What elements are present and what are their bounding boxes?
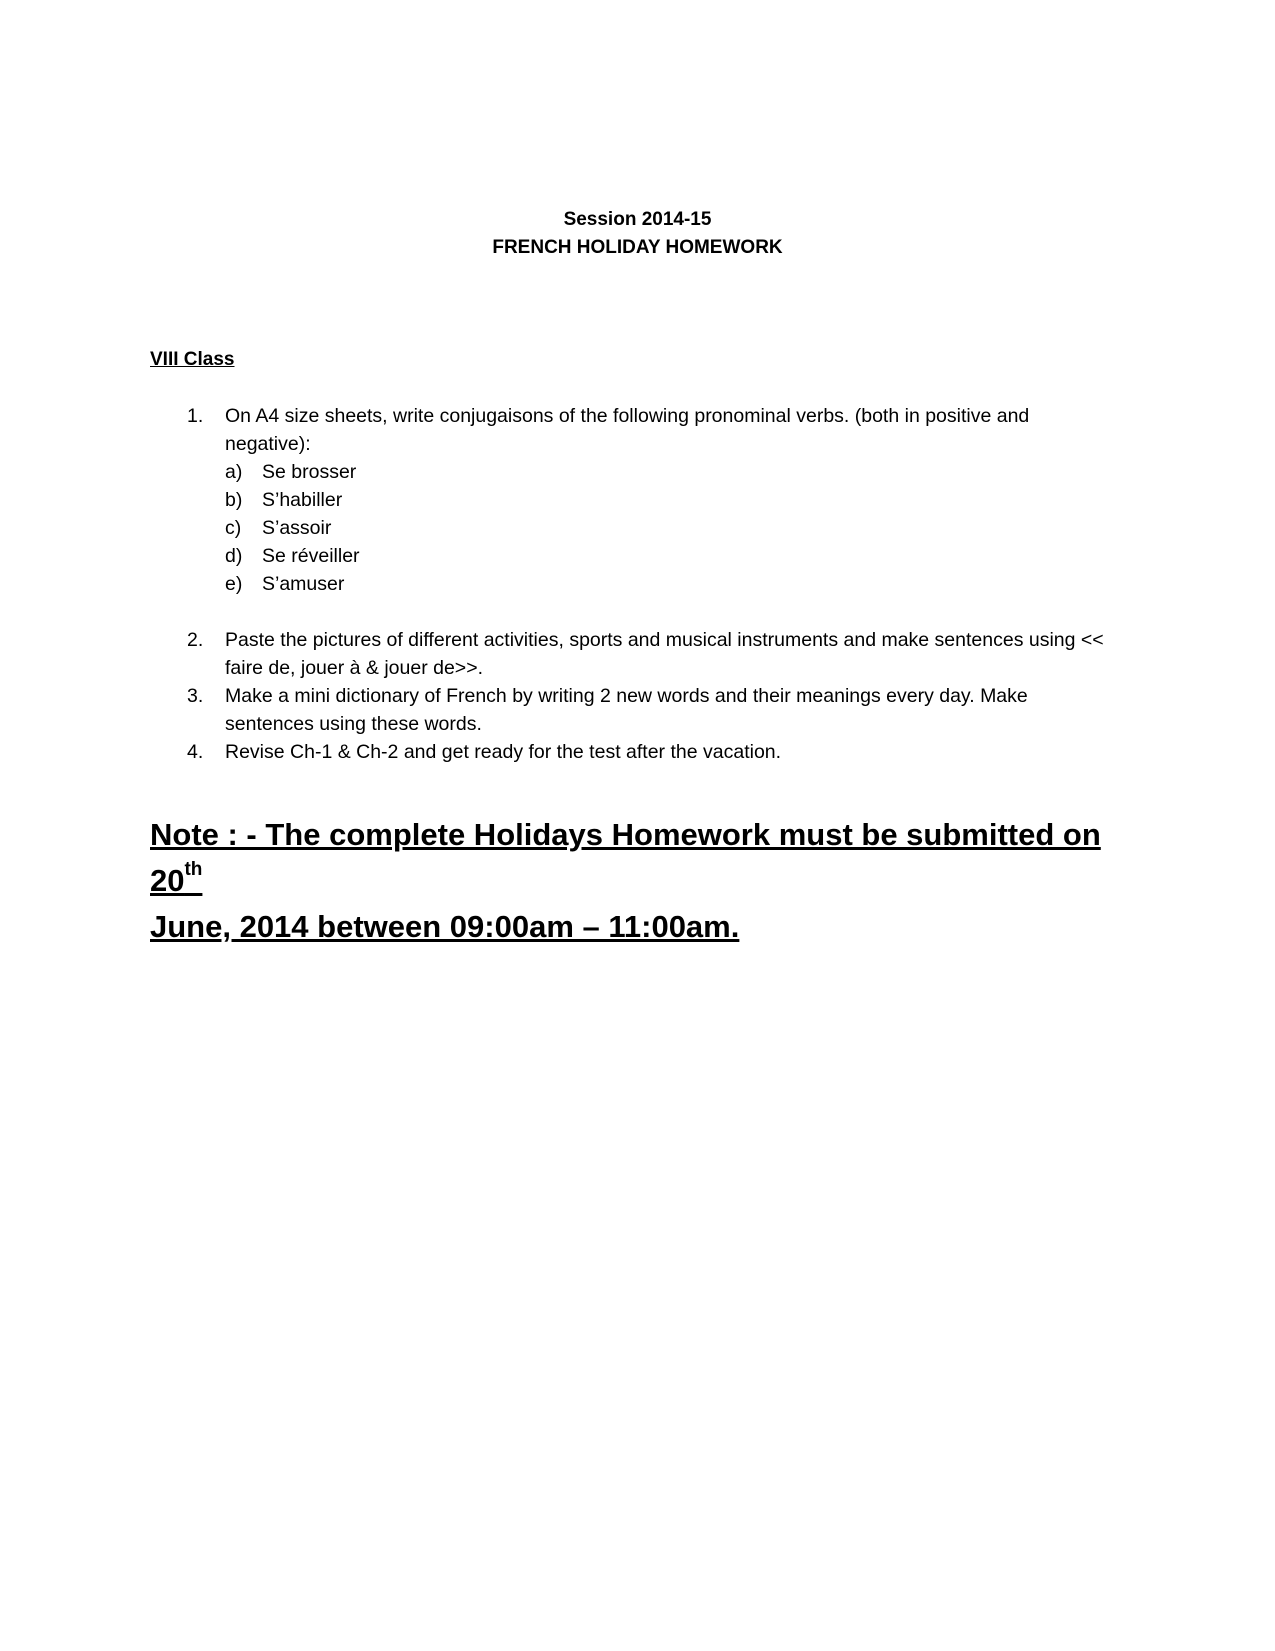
verb-letter: d): [225, 545, 243, 567]
task-text: On A4 size sheets, write conjugaisons of the following pronominal verbs. (both in positive and negative):: [225, 405, 1030, 455]
document-title: FRENCH HOLIDAY HOMEWORK: [492, 237, 783, 258]
verb-letter: a): [225, 461, 243, 483]
verb-item: [225, 458, 1110, 486]
task-text: Make a mini dictionary of French by writing 2 new words and their meanings every day. Make sentences using these words.: [225, 685, 1028, 735]
verb-item: [225, 542, 1110, 570]
verb-text: Se brosser: [262, 461, 357, 483]
verb-letter: e): [225, 573, 243, 595]
task-item-1: [150, 402, 1110, 598]
note-text-part2: June, 2014 between 09:00am – 11:00am.: [150, 909, 740, 944]
task-number: 4.: [187, 741, 204, 763]
task-number: 1.: [187, 405, 204, 427]
verb-item: [225, 570, 1110, 598]
task-list: [150, 402, 1110, 766]
verb-item: [225, 514, 1110, 542]
note-superscript: th: [184, 859, 203, 880]
task-number: 2.: [187, 629, 204, 651]
verb-text: S’amuser: [262, 573, 345, 595]
verb-text: S’habiller: [262, 489, 343, 511]
verb-text: S’assoir: [262, 517, 332, 539]
verb-list: [225, 458, 1110, 598]
verb-item: [225, 486, 1110, 514]
verb-text: Se réveiller: [262, 545, 360, 567]
session-label: Session 2014-15: [563, 209, 712, 230]
note-text-part1: Note : - The complete Holidays Homework must be submitted on 20: [150, 817, 1101, 898]
task-item-4: [150, 738, 1110, 766]
task-number: 3.: [187, 685, 204, 707]
verb-letter: b): [225, 489, 243, 511]
class-heading: VIII Class: [150, 349, 235, 370]
task-text: Revise Ch-1 & Ch-2 and get ready for the test after the vacation.: [225, 741, 782, 763]
spacer: [150, 598, 1110, 626]
task-item-3: [150, 682, 1110, 738]
task-item-2: [150, 626, 1110, 682]
submission-note: [150, 812, 1140, 950]
verb-letter: c): [225, 517, 242, 539]
task-text: Paste the pictures of different activities, sports and musical instruments and make sentences using << faire de, jouer à & jouer de>>.: [225, 629, 1104, 679]
